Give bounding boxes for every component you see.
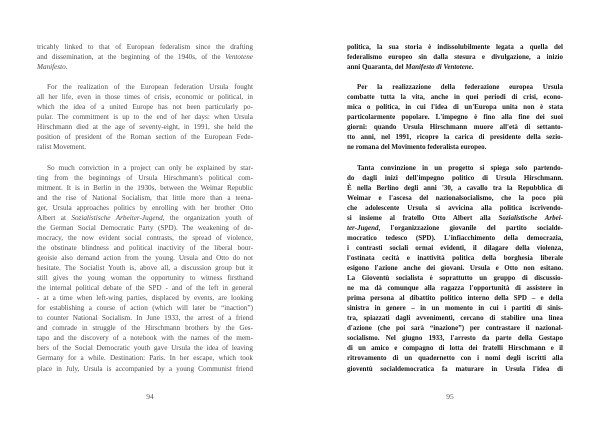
italic-text: Manifesto di Ventotene — [405, 63, 472, 72]
text-line — [347, 353, 563, 363]
text: politica, la sua storia è indissolubilmente legata a quella del — [347, 43, 563, 51]
text: si insieme al fratello Otto Albert alla — [347, 213, 499, 222]
text-line — [37, 122, 253, 132]
text-line — [37, 132, 253, 142]
text: geoisie also demand action from the young. Ursula and Otto do not — [37, 253, 253, 262]
text-line — [347, 283, 563, 293]
text-line — [347, 122, 563, 132]
text: , l'organizzazione giovanile del partito socialde- — [378, 223, 563, 232]
text-line — [37, 62, 253, 72]
text: ne romana del Movimento federalista europeo. — [347, 143, 487, 152]
text: the German Social Democratic Party (SPD). The weakening of de- — [37, 223, 253, 232]
text: So much conviction in a project can only be explained by star- — [47, 163, 253, 172]
text: position of president of the Roman section of the European Fede- — [37, 133, 253, 142]
text: anni Quaranta, del — [347, 63, 406, 72]
right-page-text — [347, 42, 563, 384]
text-line — [37, 253, 253, 263]
text-line — [347, 253, 563, 263]
text-line — [37, 42, 253, 52]
text: do dagli inizi dell'impegno politico di Ursula Hirschmann. — [347, 173, 563, 182]
text: sinistra in genere – in un momento in cui i partiti di sinis- — [347, 304, 563, 313]
text-line — [37, 163, 253, 173]
text-line — [37, 293, 253, 303]
text: tapo and the discovery of a notebook with the names of the mem- — [37, 334, 253, 343]
text-line — [37, 343, 253, 353]
text: For the realization of the European federation Ursula fought — [47, 83, 253, 92]
text-line — [37, 273, 253, 283]
text-line — [37, 142, 253, 152]
text-line — [347, 293, 563, 303]
text: l'ostinata cecità e inattività politica della borghesia liberale — [347, 253, 563, 262]
italic-text: Sozialistische Arbei- — [498, 213, 563, 222]
text-line — [37, 233, 253, 243]
text: pular. The commitment is up to the end of her days: when Ursula — [37, 113, 253, 122]
text: mocracy, the now evident social contrasts, the spread of violence, — [37, 233, 253, 242]
text: Tanta convinzione in un progetto si spiega solo partendo- — [357, 163, 563, 172]
paragraph — [347, 82, 563, 152]
text-line — [347, 343, 563, 353]
text-line — [347, 92, 563, 102]
italic-text: Sozialistische Arbeiter-Jugend — [71, 213, 163, 222]
text: all her life, even in those times of crisis, economic or political, in — [37, 93, 253, 102]
text: ger, Ursula approaches politics by enrolling with her brother Otto — [37, 203, 253, 212]
text: Per la realizzazione della federazione europea Ursula — [357, 83, 563, 92]
text-line — [347, 203, 563, 213]
text: tricably linked to that of European federalism since the drafting — [37, 43, 253, 51]
text: for establishing a course of action (which will later be “inaction”) — [37, 304, 253, 313]
text-line — [37, 313, 253, 323]
text-line — [37, 364, 253, 374]
paragraph — [347, 163, 563, 374]
text: tto anni, nel 1991, ricopre la carica di presidente della sezio- — [347, 133, 563, 142]
text: the obstinate blindness and political inactivity of the liberal bour- — [37, 243, 253, 252]
text: mocratico tedesco (SPD). L'infiacchimento della democrazia, — [347, 233, 563, 242]
paragraph — [37, 163, 253, 374]
italic-text: Manifesto — [37, 63, 66, 72]
text: prima persona al dibattito politico interno della SPD – e della — [347, 294, 563, 303]
text-line — [37, 263, 253, 273]
text: and comrade in struggle of the Hirschmann brothers by the Ges- — [37, 324, 253, 333]
text: che adolescente Ursula si avvicina alla politica iscrivendo- — [347, 203, 563, 212]
text-line — [347, 52, 563, 62]
text: di un amico e compagno di lotta dei fratelli Hirschmann e il — [347, 344, 563, 353]
text-line — [347, 193, 563, 203]
text: which the idea of a united Europe has not been particularly po- — [37, 103, 253, 112]
text: still gives the young woman the opportunity to witness firsthand — [37, 274, 253, 283]
text-line — [37, 173, 253, 183]
text-line — [347, 173, 563, 183]
text: ritrovamento di un quadernetto con i nomi degli iscritti alla — [347, 354, 563, 363]
text-line — [347, 303, 563, 313]
text: the internal political debate of the SPD - and of the left in general — [37, 284, 253, 293]
text: È nella Berlino degli anni '30, a cavallo tra la Repubblica di — [347, 183, 563, 192]
text: esigono l'azione anche dei giovani. Ursula e Otto non esitano. — [347, 264, 563, 273]
text: tra, spiazzati dagli avvenimenti, cercano di stabilire una linea — [347, 314, 563, 323]
text-line — [347, 62, 563, 72]
text-line — [347, 323, 563, 333]
text: ting from the beginnings of Ursula Hirschmann's political com- — [37, 173, 253, 182]
paragraph — [37, 42, 253, 72]
text-line — [347, 313, 563, 323]
text-line — [37, 193, 253, 203]
text: Germany for a while. Destination: Paris. In her escape, which took — [37, 354, 253, 363]
text-line — [347, 243, 563, 253]
text: socialismo. Nel giugno 1933, l'arresto da parte della Gestapo — [347, 334, 563, 343]
text-line — [37, 323, 253, 333]
text: federalismo europeo sin dalla stesura e divulgazione, a inizio — [347, 53, 563, 62]
text: hesitate. The Socialist Youth is, above all, a discussion group but it — [37, 264, 253, 273]
text: ne ma dà comunque alla ragazza l'opportunità di assistere in — [347, 284, 563, 293]
text-line — [347, 102, 563, 112]
text-line — [37, 112, 253, 122]
text: ralist Movement. — [37, 143, 87, 152]
text-line — [37, 283, 253, 293]
paragraph — [37, 82, 253, 152]
text-line — [347, 82, 563, 92]
text-line — [347, 233, 563, 243]
text: d'azione (che poi sarà “inazione”) per contrastare il nazional- — [347, 324, 563, 333]
italic-text: ter-Jugend — [347, 223, 379, 232]
text-line — [37, 183, 253, 193]
text: Hirschmann died at the age of seventy-eight, in 1991, she held the — [37, 123, 253, 132]
text: and dissemination, at the beginning of the 1940s, of the — [37, 53, 226, 62]
text-line — [37, 52, 253, 62]
text-line — [347, 263, 563, 273]
text: combatte tutta la vita, anche in quei periodi di crisi, econo- — [347, 93, 563, 102]
text-line — [347, 273, 563, 283]
text-line — [347, 163, 563, 173]
text-line — [37, 213, 253, 223]
text-line — [37, 243, 253, 253]
text-line — [347, 213, 563, 223]
text: . — [471, 63, 474, 72]
text: Weimar e l'ascesa del nazionalsocialismo, che la poco più — [347, 193, 563, 202]
text-line — [347, 132, 563, 142]
text-line — [37, 102, 253, 112]
text: . — [65, 63, 68, 72]
left-page-text — [37, 42, 253, 384]
text: gioventù socialdemocratica fa maturare in Ursula l'idea di — [347, 364, 563, 373]
text-line — [37, 353, 253, 363]
text: mica o politica, in cui l'idea di un'Europa unita non è stata — [347, 103, 563, 112]
text: to counter National Socialism. In June 1933, the arrest of a friend — [37, 314, 253, 323]
text: bers of the Social Democratic youth gave Ursula the idea of leaving — [37, 344, 253, 353]
text: Albert at — [37, 213, 72, 222]
text-line — [347, 364, 563, 374]
text: mitment. It is in Berlin in the 1930s, between the Weimar Republic — [37, 183, 253, 192]
text-line — [347, 112, 563, 122]
text-line — [37, 82, 253, 92]
text-line — [37, 223, 253, 233]
page-number-left: 94 — [146, 392, 154, 401]
text-line — [347, 333, 563, 343]
page-number-right: 95 — [446, 392, 454, 401]
paragraph — [347, 42, 563, 72]
text: La Gioventù socialista è soprattutto un gruppo di discussio- — [347, 274, 563, 283]
text-line — [37, 333, 253, 343]
text: giorni: quando Ursula Hirschmann muore all'età di settanto- — [347, 123, 563, 132]
text-line — [347, 142, 563, 152]
text-line — [347, 42, 563, 52]
text-line — [347, 223, 563, 233]
text-line — [37, 92, 253, 102]
italic-text: Ventotene — [225, 53, 253, 62]
text: , the organization youth of — [162, 213, 253, 222]
text: and the rise of National Socialism, that little more than a teena- — [37, 193, 253, 202]
text-line — [37, 303, 253, 313]
right-page — [300, 0, 600, 425]
text: - at a time when left-wing parties, displaced by events, are looking — [37, 294, 253, 303]
text-line — [37, 203, 253, 213]
text: place in July, Ursula is accompanied by a young Communist friend — [37, 364, 253, 373]
text: i contrasti sociali ormai evidenti, il dilagare della violenza, — [347, 243, 563, 252]
text: particolarmente popolare. L'impegno è fino alla fine dei suoi — [347, 113, 563, 122]
text-line — [347, 183, 563, 193]
